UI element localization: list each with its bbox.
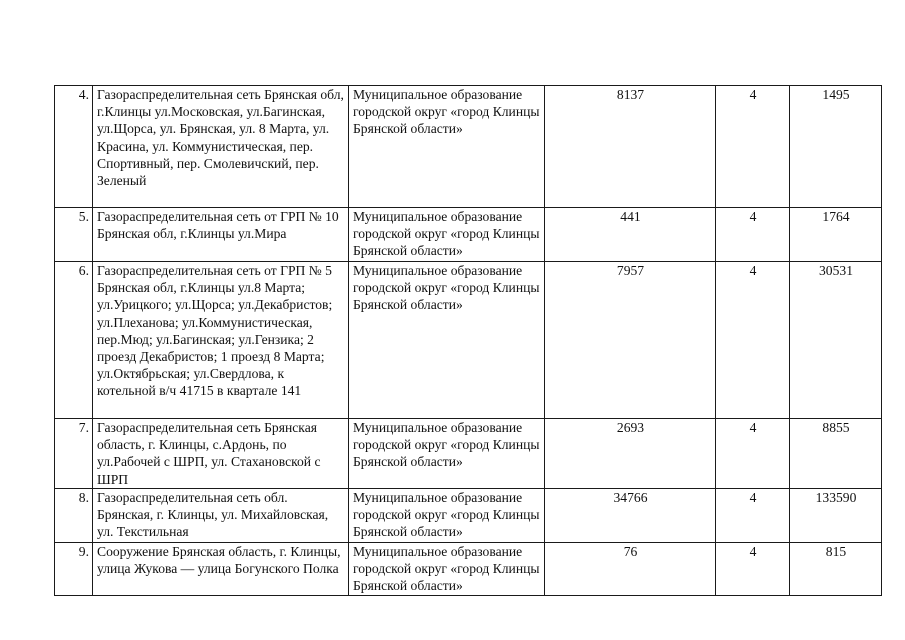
- length-value: 34766: [545, 489, 716, 543]
- table-row: [55, 419, 882, 489]
- row-number: 9.: [55, 543, 93, 596]
- amount-value: 8855: [790, 419, 882, 489]
- object-name: Газораспределительная сеть Брянская область, г. Клинцы, с.Ардонь, по ул.Рабочей с ШРП, ул. Стахановской с ШРП: [93, 419, 349, 489]
- object-name: Газораспределительная сеть от ГРП № 5 Брянская обл, г.Клинцы ул.8 Марта; ул.Урицкого; ул.Щорса; ул.Декабристов; ул.Плеханова; ул.Коммунистическая, пер.Мюд; ул.Багинская; ул.Гензика; 2 проезд Декабристов; 1 проезд 8 Марта; ул.Октябрьская; ул.Свердлова, к котельной в/ч 41715 в квартале 141: [93, 262, 349, 419]
- category-value: 4: [716, 419, 790, 489]
- category-value: 4: [716, 543, 790, 596]
- owner-name: Муниципальное образование городской округ «город Клинцы Брянской области»: [349, 262, 545, 419]
- amount-value: 30531: [790, 262, 882, 419]
- category-value: 4: [716, 208, 790, 262]
- table-row: [55, 262, 882, 419]
- owner-name: Муниципальное образование городской округ «город Клинцы Брянской области»: [349, 489, 545, 543]
- object-name: Сооружение Брянская область, г. Клинцы, улица Жукова — улица Богунского Полка: [93, 543, 349, 596]
- object-name: Газораспределительная сеть Брянская обл, г.Клинцы ул.Московская, ул.Багинская, ул.Щорса, ул. Брянская, ул. 8 Марта, ул. Красина, ул. Коммунистическая, пер. Спортивный, пер. Смолевичский, пер. Зеленый: [93, 86, 349, 208]
- owner-name: Муниципальное образование городской округ «город Клинцы Брянской области»: [349, 86, 545, 208]
- table-row: [55, 86, 882, 208]
- length-value: 7957: [545, 262, 716, 419]
- length-value: 76: [545, 543, 716, 596]
- row-number: 8.: [55, 489, 93, 543]
- category-value: 4: [716, 489, 790, 543]
- object-name: Газораспределительная сеть обл. Брянская, г. Клинцы, ул. Михайловская, ул. Текстильная: [93, 489, 349, 543]
- amount-value: 815: [790, 543, 882, 596]
- length-value: 2693: [545, 419, 716, 489]
- owner-name: Муниципальное образование городской округ «город Клинцы Брянской области»: [349, 543, 545, 596]
- row-number: 6.: [55, 262, 93, 419]
- length-value: 8137: [545, 86, 716, 208]
- row-number: 4.: [55, 86, 93, 208]
- table-row: [55, 489, 882, 543]
- object-name: Газораспределительная сеть от ГРП № 10 Брянская обл, г.Клинцы ул.Мира: [93, 208, 349, 262]
- owner-name: Муниципальное образование городской округ «город Клинцы Брянской области»: [349, 208, 545, 262]
- row-number: 5.: [55, 208, 93, 262]
- category-value: 4: [716, 262, 790, 419]
- owner-name: Муниципальное образование городской округ «город Клинцы Брянской области»: [349, 419, 545, 489]
- amount-value: 1764: [790, 208, 882, 262]
- amount-value: 133590: [790, 489, 882, 543]
- amount-value: 1495: [790, 86, 882, 208]
- table-row: [55, 208, 882, 262]
- table-row: [55, 543, 882, 596]
- gas-network-registry-table: [54, 85, 882, 596]
- row-number: 7.: [55, 419, 93, 489]
- category-value: 4: [716, 86, 790, 208]
- length-value: 441: [545, 208, 716, 262]
